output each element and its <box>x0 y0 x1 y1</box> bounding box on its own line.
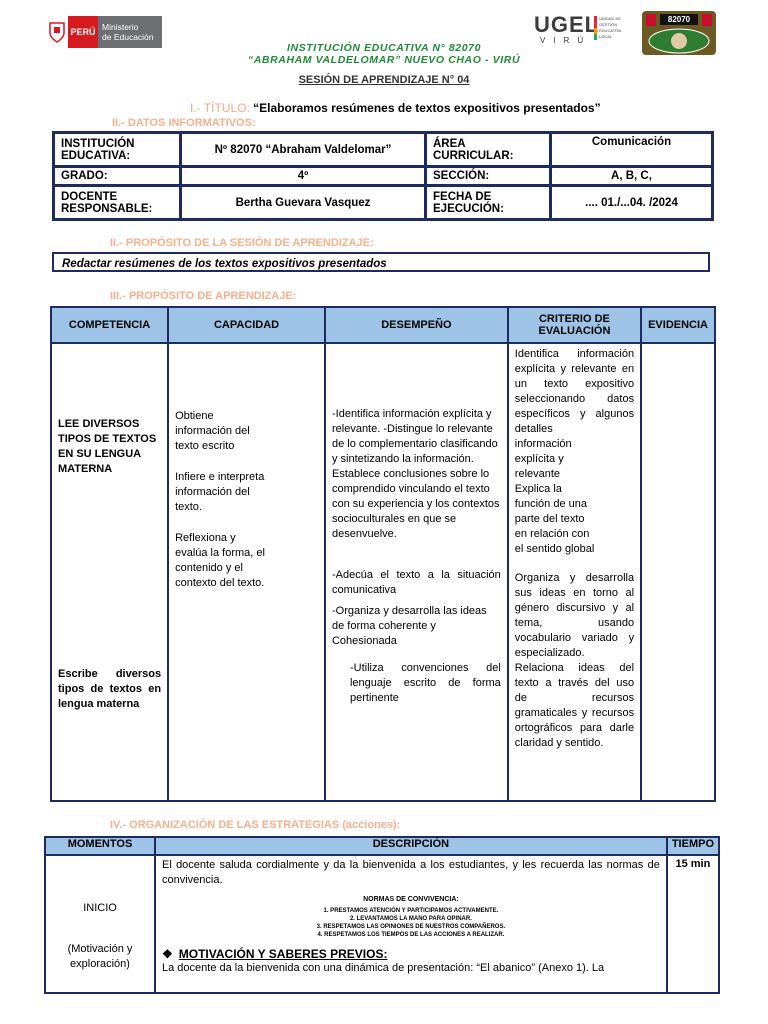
title-line <box>190 101 601 115</box>
col-capacidad: CAPACIDAD <box>168 307 325 343</box>
datos-value: .... 01./...04. /2024 <box>551 186 713 220</box>
ugel-city: VIRÚ <box>540 36 592 45</box>
descripcion-intro: El docente saluda cordialmente y da la bienvenida a los estudiantes, y les recuerda las normas de convivencia. <box>162 859 660 886</box>
datos-value: A, B, C, <box>551 167 713 186</box>
ministry-name: Ministerio de Educación <box>98 16 162 48</box>
proposito-sesion-box: Redactar resúmenes de los textos expositivos presentados <box>52 252 710 272</box>
table-row <box>54 167 713 186</box>
capacidad-1: Obtiene información del texto escrito <box>175 410 250 452</box>
tiempo-cell: 15 min <box>667 855 719 993</box>
datos-value: 4º <box>181 167 426 186</box>
datos-key: INSTITUCIÓN EDUCATIVA: <box>54 133 181 167</box>
peru-badge: PERÚ <box>68 16 98 48</box>
motivacion-text: La docente da la bienvenida con una dinámica de presentación: “El abanico” (Anexo 1). La <box>162 962 605 974</box>
normas-list <box>162 907 660 939</box>
school-badge-number: 82070 <box>667 15 691 24</box>
momento-cell <box>45 855 155 993</box>
desempeno-2: -Adecúa el texto a la situación comunicativa <box>331 569 501 596</box>
criterio-1: Identifica información explícita y relevante en un texto expositivo seleccionando datos específicos y algunos detalles <box>514 348 635 435</box>
descripcion-cell <box>155 855 667 993</box>
table-header-row <box>45 837 719 855</box>
diamond-bullet-icon: ❖ <box>162 947 173 961</box>
competencia-2: Escribe diversos tipos de textos en lengua materna <box>58 668 162 710</box>
criterio-cell <box>508 343 641 801</box>
estrategias-table <box>44 836 720 994</box>
proposito-aprendizaje-table <box>50 306 716 802</box>
datos-key: ÁREA CURRICULAR: <box>426 133 551 167</box>
list-item: 1. PRESTAMOS ATENCIÓN Y PARTICIPAMOS ACTIVAMENTE. <box>323 908 499 914</box>
datos-key: GRADO: <box>54 167 181 186</box>
competencia-1: LEE DIVERSOS TIPOS DE TEXTOS EN SU LENGUA MATERNA <box>58 418 157 475</box>
datos-key: DOCENTE RESPONSABLE: <box>54 186 181 220</box>
col-evidencia: EVIDENCIA <box>641 307 715 343</box>
criterio-2: información explícita y relevante <box>514 438 572 480</box>
competencia-cell <box>51 343 168 801</box>
evidencia-cell <box>641 343 715 801</box>
institution-line-1: INSTITUCIÓN EDUCATIVA N° 82070 <box>286 42 482 54</box>
list-item: 4. RESPETAMOS LOS TIEMPOS DE LAS ACCIONES A REALIZAR. <box>317 932 505 938</box>
session-title: SESIÓN DE APRENDIZAJE N° 04 <box>298 74 470 86</box>
criterio-4: Organiza y desarrolla sus ideas en torno al género discursivo y al tema, usando vocabulario variado y especializado. <box>514 572 635 659</box>
col-tiempo: TIEMPO <box>667 837 719 855</box>
capacidad-3: Reflexiona y evalúa la forma, el contenido y el contexto del texto. <box>175 532 265 589</box>
motivacion-heading: ❖ MOTIVACIÓN Y SABERES PREVIOS: <box>162 947 388 961</box>
datos-table <box>52 131 714 221</box>
ugel-units: UNIDAD DE GESTIÓN EDUCATIVA LOCAL <box>594 16 638 40</box>
table-row <box>45 855 719 993</box>
table-header-row <box>51 307 715 343</box>
col-criterio: CRITERIO DE EVALUACIÓN <box>508 307 641 343</box>
capacidad-2: Infiere e interpreta información del texto. <box>175 471 265 513</box>
desempeno-3: -Organiza y desarrolla las ideas de forma coherente y Cohesionada <box>331 605 487 647</box>
ugel-name: UGEL <box>534 12 600 37</box>
capacidad-cell <box>168 343 325 801</box>
list-item: 2. LEVANTAMOS LA MANO PARA OPINAR. <box>349 916 472 922</box>
col-descripcion: DESCRIPCIÓN <box>155 837 667 855</box>
col-desempeno: DESEMPEÑO <box>325 307 508 343</box>
datos-heading: II.- DATOS INFORMATIVOS: <box>112 117 256 129</box>
institution-line-2: “ABRAHAM VALDELOMAR” NUEVO CHAO - VIRÚ <box>247 54 521 66</box>
table-row <box>51 343 715 801</box>
criterio-3: Explica la función de una parte del texto en relación con el sentido global <box>514 483 595 555</box>
col-competencia: COMPETENCIA <box>51 307 168 343</box>
col-momentos: MOMENTOS <box>45 837 155 855</box>
proposito-sesion-heading: II.- PROPÓSITO DE LA SESIÓN DE APRENDIZAJE: <box>110 237 374 249</box>
momento-subtitle: (Motivación y exploración) <box>67 943 133 970</box>
table-row <box>54 133 713 167</box>
desempeno-cell <box>325 343 508 801</box>
normas-title: NORMAS DE CONVIVENCIA: <box>363 896 459 903</box>
datos-value: Comunicación <box>551 133 713 167</box>
estrategias-heading: IV.- ORGANIZACIÓN DE LAS ESTRATEGIAS (acciones): <box>110 819 401 831</box>
desempeno-4: -Utiliza convenciones del lenguaje escrito de forma pertinente <box>349 662 501 704</box>
datos-value: Nº 82070 “Abraham Valdelomar” <box>181 133 426 167</box>
momento-name: INICIO <box>83 902 117 914</box>
table-row <box>54 186 713 220</box>
title-value: “Elaboramos resúmenes de textos expositivos presentados” <box>253 101 601 115</box>
criterio-5: Relaciona ideas del texto a través del uso de recursos gramaticales y recursos ortográficos para darle claridad y sentido. <box>514 662 635 749</box>
datos-value: Bertha Guevara Vasquez <box>181 186 426 220</box>
title-label: I.- TÍTULO: <box>190 101 250 115</box>
proposito-aprendizaje-heading: III.- PROPÓSITO DE APRENDIZAJE: <box>110 290 297 302</box>
list-item: 3. RESPETAMOS LAS OPINIONES DE NUESTROS COMPAÑEROS. <box>316 924 506 930</box>
desempeno-1: -Identifica información explícita y relevante. -Distingue lo relevante de lo complementario clasificando y sintetizando la información. Establece conclusiones sobre lo comprendido vinculando el texto con su experiencia y los contextos socioculturales en que se desenvuelve. <box>331 408 500 540</box>
datos-key: SECCIÓN: <box>426 167 551 186</box>
datos-key: FECHA DE EJECUCIÓN: <box>426 186 551 220</box>
